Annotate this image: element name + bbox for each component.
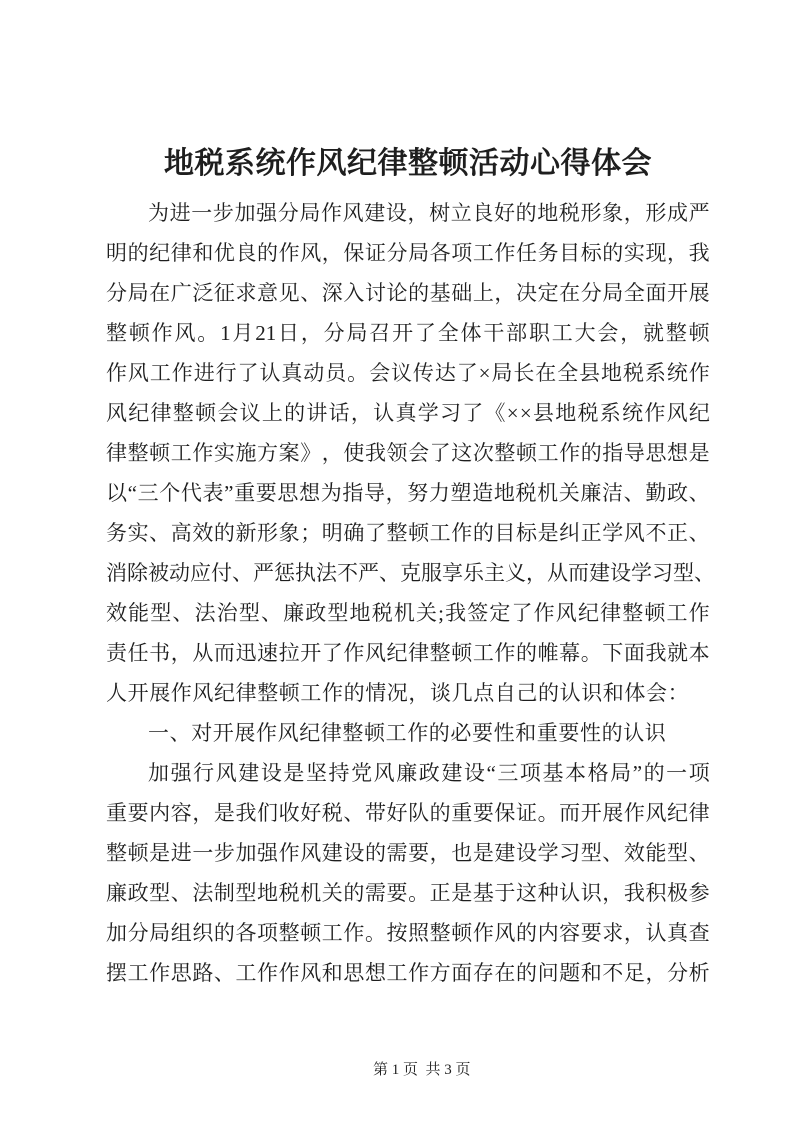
text-line: 摆 工 作 思 路 、 工 作 作 风 和 思 想 工 作 方 面 存 在 的 问 题 和 不 足 ， 分 析 [106, 961, 710, 985]
text-line: 效 能 型 、 法 治 型 、 廉 政 型 地 税 机 关 ; 我 签 定 了 作 风 纪 律 整 顿 工 作 [106, 601, 710, 625]
document-title: 地税系统作风纪律整顿活动心得体会 [164, 147, 652, 180]
text-line: 人开展作风纪律整顿工作的情况，谈几点自己的认识和体会： [106, 681, 690, 705]
text-line: 整 顿 是 进 一 步 加 强 作 风 建 设 的 需 要 ， 也 是 建 设 学 习 型 、 效 能 型 、 [106, 841, 710, 865]
text-line: 消 除 被 动 应 付 、 严 惩 执 法 不 严 、 克 服 享 乐 主 义 ， 从 而 建 设 学 习 型 、 [106, 561, 715, 585]
text-line: 以 “ 三 个 代 表 ” 重 要 思 想 为 指 导 ， 努 力 塑 造 地 税 机 关 廉 洁 、 勤 政 、 [106, 481, 710, 505]
text-line: 为 进 一 步 加 强 分 局 作 风 建 设 ， 树 立 良 好 的 地 税 形 象 ， 形 成 严 [148, 201, 710, 225]
text-line: 一、对开展作风纪律整顿工作的必要性和重要性的认识 [148, 721, 667, 745]
document-body [106, 193, 715, 993]
text-line: 加 强 行 风 建 设 是 坚 持 党 风 廉 政 建 设 “ 三 项 基 本 格 局 ” 的 一 项 [148, 761, 710, 785]
text-line: 风 纪 律 整 顿 会 议 上 的 讲 话 ， 认 真 学 习 了 《 × × 县 地 税 系 统 作 风 纪 [106, 401, 710, 425]
text-line: 律 整 顿 工 作 实 施 方 案 》 ， 使 我 领 会 了 这 次 整 顿 工 作 的 指 导 思 想 是 [106, 441, 710, 465]
text-line: 务 实 、 高 效 的 新 形 象 ； 明 确 了 整 顿 工 作 的 目 标 是 纠 正 学 风 不 正 、 [106, 521, 710, 545]
text-line: 廉 政 型 、 法 制 型 地 税 机 关 的 需 要 。 正 是 基 于 这 种 认 识 ， 我 积 极 参 [106, 881, 710, 905]
text-line: 重 要 内 容 ， 是 我 们 收 好 税 、 带 好 队 的 重 要 保 证 。 而 开 展 作 风 纪 律 [106, 801, 710, 825]
text-line: 作 风 工 作 进 行 了 认 真 动 员 。 会 议 传 达 了 × 局 长 在 全 县 地 税 系 统 作 [106, 361, 710, 385]
text-line: 明 的 纪 律 和 优 良 的 作 风 ， 保 证 分 局 各 项 工 作 任 务 目 标 的 实 现 ， 我 [106, 241, 710, 265]
text-line: 责 任 书 ， 从 而 迅 速 拉 开 了 作 风 纪 律 整 顿 工 作 的 帷 幕 。 下 面 我 就 本 [106, 641, 710, 665]
page-number: 第 1 页 共 3 页 [372, 1062, 471, 1078]
page-footer [116, 1034, 720, 1082]
text-line: 加 分 局 组 织 的 各 项 整 顿 工 作 。 按 照 整 顿 作 风 的 内 容 要 求 ， 认 真 查 [106, 921, 710, 945]
text-line: 分 局 在 广 泛 征 求 意 见 、 深 入 讨 论 的 基 础 上 ， 决 定 在 分 局 全 面 开 展 [106, 281, 710, 305]
text-line: 整 顿 作 风 。 1 月 21 日 ， 分 局 召 开 了 全 体 干 部 职 工 大 会 ， 就 整 顿 [106, 321, 710, 345]
